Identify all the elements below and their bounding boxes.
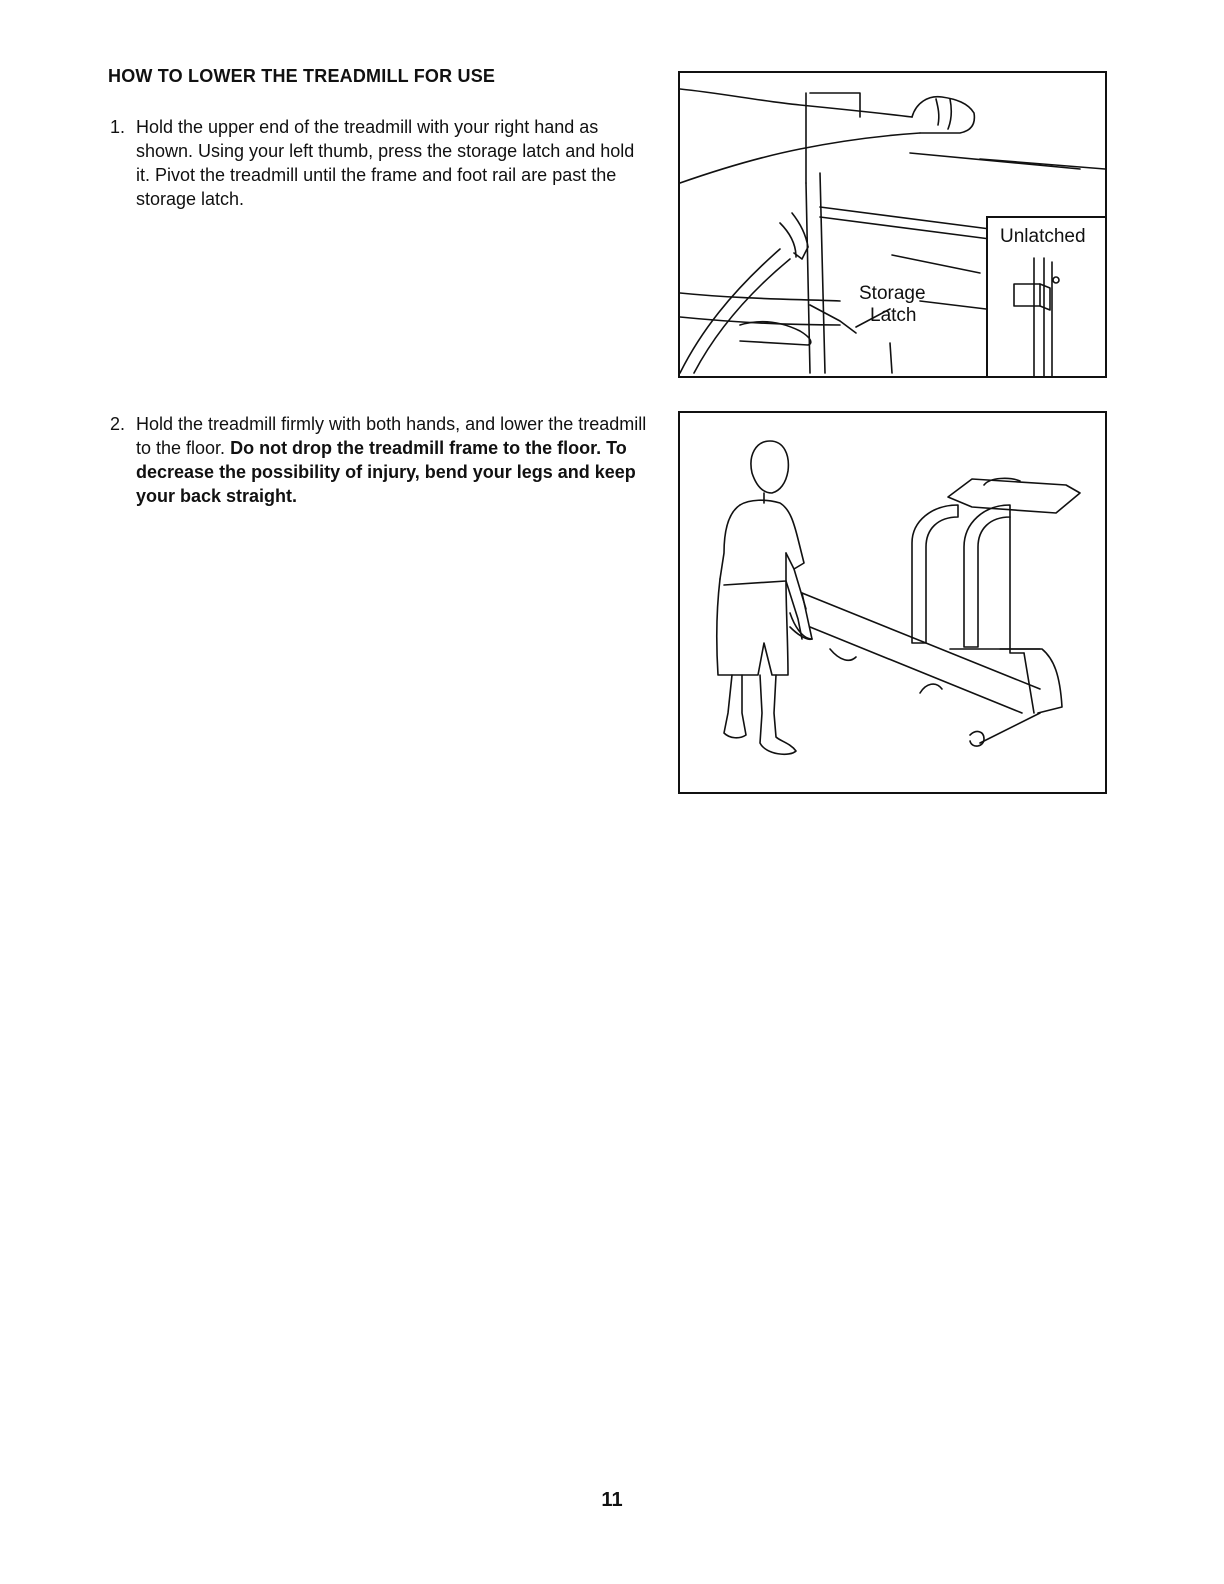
step-text: Hold the upper end of the treadmill with your right hand as shown. Using your left thumb, press the storage latch and hold it. Pivot the treadmill until the frame and foot rail are past the storage latch. [136, 117, 635, 209]
instruction-step-2 [110, 412, 650, 508]
step-text: Hold the treadmill firmly with both hands, and lower the treadmill to the floor. [136, 414, 647, 458]
lowering-treadmill-illustration [678, 411, 1107, 794]
storage-callout-label: Storage [859, 283, 926, 304]
inset-label: Unlatched [1000, 226, 1086, 247]
unlatched-inset [986, 216, 1107, 378]
unlatched-latch-drawing [988, 218, 1107, 378]
person-lowering-treadmill-drawing [680, 413, 1105, 792]
step-body [136, 412, 650, 508]
step-number: 2. [110, 414, 126, 434]
page-number: 11 [601, 1489, 623, 1511]
safety-warning: Do not drop the treadmill frame to the floor. To decrease the possibility of injury, bend your legs and keep your back straight. [136, 438, 636, 506]
step-number: 1. [110, 117, 126, 137]
storage-latch-illustration [678, 71, 1107, 378]
instruction-step-1 [110, 115, 650, 211]
latch-callout-label: Latch [870, 305, 917, 326]
section-heading: HOW TO LOWER THE TREADMILL FOR USE [108, 66, 496, 86]
